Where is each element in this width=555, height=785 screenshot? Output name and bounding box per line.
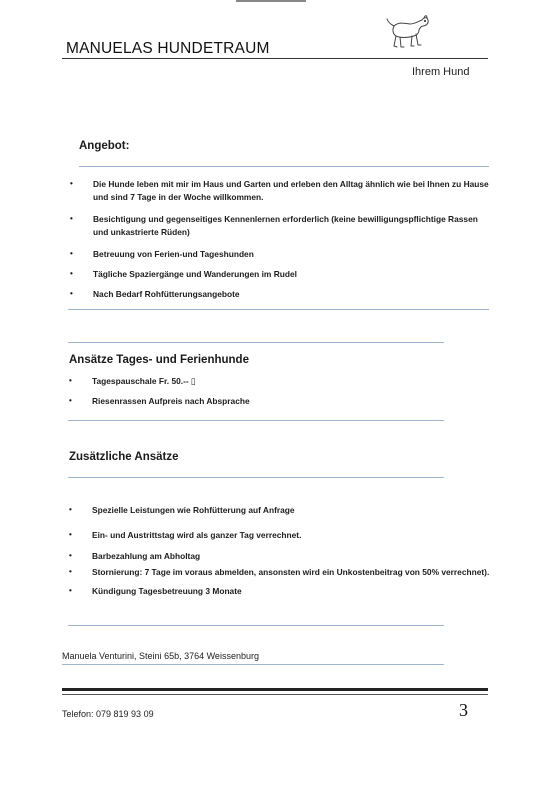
list-item: • Ein- und Austrittstag wird als ganzer Tag verrechnet. bbox=[69, 529, 302, 540]
bullet: • bbox=[69, 566, 72, 576]
rule-zusaetzlich-bottom bbox=[68, 625, 444, 626]
bullet: • bbox=[69, 551, 72, 561]
list-ansaetze bbox=[69, 375, 472, 407]
footer-address: Manuela Venturini, Steini 65b, 3764 Weissenburg bbox=[62, 651, 259, 661]
bullet: • bbox=[69, 505, 72, 514]
bullet: • bbox=[69, 529, 72, 539]
list-angebot bbox=[70, 178, 493, 300]
list-item: • Nach Bedarf Rohfütterungsangebote bbox=[70, 288, 240, 299]
bullet: • bbox=[69, 395, 72, 405]
list-item: • Spezielle Leistungen wie Rohfütterung auf Anfrage bbox=[69, 505, 295, 515]
list-item: • Besichtigung und gegenseitiges Kennenlernen erforderlich (keine bewilligungspflichtige Rassen und unkastrierte Rüden) bbox=[70, 214, 478, 237]
rule-address bbox=[62, 664, 444, 665]
rule-angebot bbox=[79, 166, 489, 167]
rule-ansaetze-bottom bbox=[68, 420, 444, 421]
rule-ansaetze-top bbox=[68, 342, 444, 343]
list-item: • Betreuung von Ferien-und Tageshunden bbox=[70, 249, 254, 260]
list-item: • Riesenrassen Aufpreis nach Absprache bbox=[69, 395, 250, 406]
list-zusaetzlich bbox=[69, 504, 492, 598]
bullet: • bbox=[70, 179, 73, 188]
bullet: • bbox=[69, 376, 72, 385]
header-rule bbox=[62, 58, 488, 59]
heading-ansaetze: Ansätze Tages- und Ferienhunde bbox=[69, 354, 249, 366]
page-title: MANUELAS HUNDETRAUM bbox=[66, 40, 270, 57]
footer-rule-thin bbox=[62, 694, 488, 695]
list-item: • Barbezahlung am Abholtag bbox=[69, 551, 201, 562]
rule-angebot-bottom bbox=[68, 309, 489, 310]
rule-zusaetzlich-top bbox=[68, 477, 444, 478]
heading-zusaetzlich: Zusätzliche Ansätze bbox=[69, 451, 179, 463]
bullet: • bbox=[70, 288, 73, 298]
footer-phone: Telefon: 079 819 93 09 bbox=[62, 709, 154, 719]
footer-rule-thick bbox=[62, 688, 488, 691]
bullet: • bbox=[69, 586, 72, 596]
page-number: 3 bbox=[459, 700, 468, 720]
list-item: • Tagespauschale Fr. 50.-- ▯ bbox=[69, 376, 196, 386]
list-item: • Die Hunde leben mit mir im Haus und Garten und erleben den Alltag ähnlich wie bei Ihnen zu Hause und sind 7 Tage in der Woche willkommen. bbox=[70, 179, 489, 202]
bullet: • bbox=[70, 249, 73, 259]
dog-sketch-icon bbox=[384, 12, 430, 52]
list-item: • Tägliche Spaziergänge und Wanderungen im Rudel bbox=[70, 268, 297, 279]
header-subtitle: Ihrem Hund bbox=[412, 66, 470, 78]
list-item: • Stornierung: 7 Tage im voraus abmelden, ansonsten wird ein Unkostenbeitrag von 50% verrechnet). bbox=[69, 566, 490, 577]
bullet: • bbox=[70, 214, 73, 224]
list-item: • Kündigung Tagesbetreuung 3 Monate bbox=[69, 586, 242, 597]
top-edge-mark bbox=[236, 0, 306, 5]
heading-angebot: Angebot: bbox=[79, 140, 130, 152]
bullet: • bbox=[70, 268, 73, 278]
